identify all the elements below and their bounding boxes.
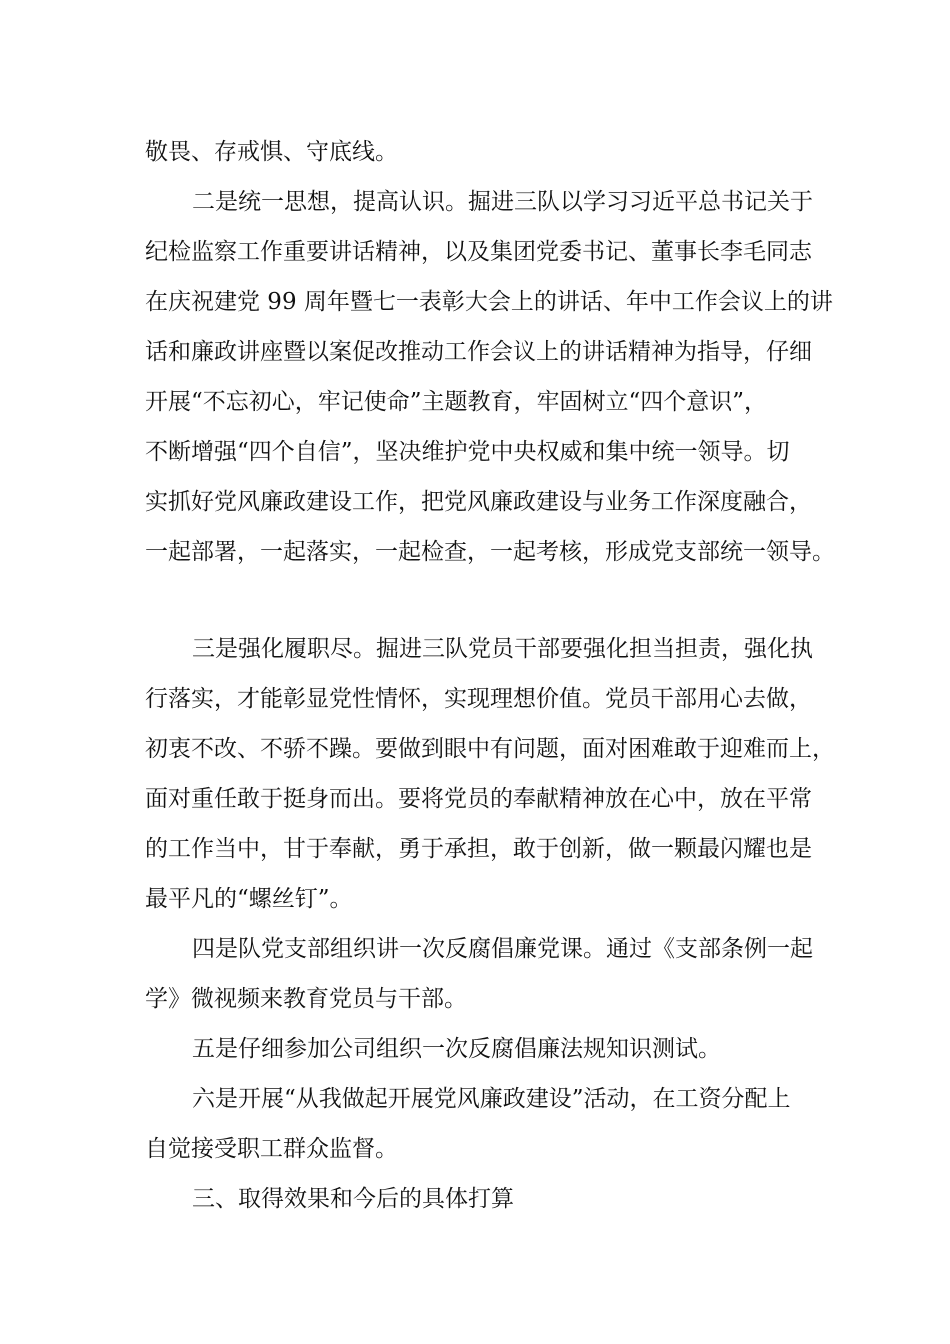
text-line: 初衷不改、不骄不躁。要做到眼中有问题，面对困难敢于迎难而上， <box>145 736 835 762</box>
text-line: 纪检监察工作重要讲话精神，以及集团党委书记、董事长李毛同志 <box>145 239 812 265</box>
text-line: 三是强化履职尽。掘进三队党员干部要强化担当担责，强化执 <box>192 636 813 662</box>
section-heading: 三、取得效果和今后的具体打算 <box>192 1186 514 1212</box>
text-line: 面对重任敢于挺身而出。要将党员的奉献精神放在心中，放在平常 <box>145 786 812 812</box>
text-line: 不断增强“四个自信”，坚决维护党中央权威和集中统一领导。切 <box>145 439 790 465</box>
text-line: 敬畏、存戒惧、守底线。 <box>145 139 398 165</box>
text-line: 最平凡的“螺丝钉”。 <box>145 886 353 912</box>
text-line: 话和廉政讲座暨以案促改推动工作会议上的讲话精神为指导，仔细 <box>145 339 812 365</box>
text-line: 六是开展“从我做起开展党风廉政建设”活动，在工资分配上 <box>192 1086 791 1112</box>
text-line: 学》微视频来教育党员与干部。 <box>145 986 467 1012</box>
text-line: 在庆祝建党 99 周年暨七一表彰大会上的讲话、年中工作会议上的讲 <box>145 289 833 315</box>
text-line: 开展“不忘初心，牢记使命”主题教育，牢固树立“四个意识”， <box>145 389 768 415</box>
text-line: 四是队党支部组织讲一次反腐倡廉党课。通过《支部条例一起 <box>192 936 813 962</box>
text-line: 自觉接受职工群众监督。 <box>145 1136 398 1162</box>
text-line: 二是统一思想，提高认识。掘进三队以学习习近平总书记关于 <box>192 189 813 215</box>
text-line: 实抓好党风廉政建设工作，把党风廉政建设与业务工作深度融合， <box>145 489 812 515</box>
text-line: 一起部署，一起落实，一起检查，一起考核，形成党支部统一领导。 <box>145 539 835 565</box>
text-line: 五是仔细参加公司组织一次反腐倡廉法规知识测试。 <box>192 1036 721 1062</box>
text-line: 行落实，才能彰显党性情怀，实现理想价值。党员干部用心去做， <box>145 686 812 712</box>
text-line: 的工作当中，甘于奉献，勇于承担，敢于创新，做一颗最闪耀也是 <box>145 836 812 862</box>
